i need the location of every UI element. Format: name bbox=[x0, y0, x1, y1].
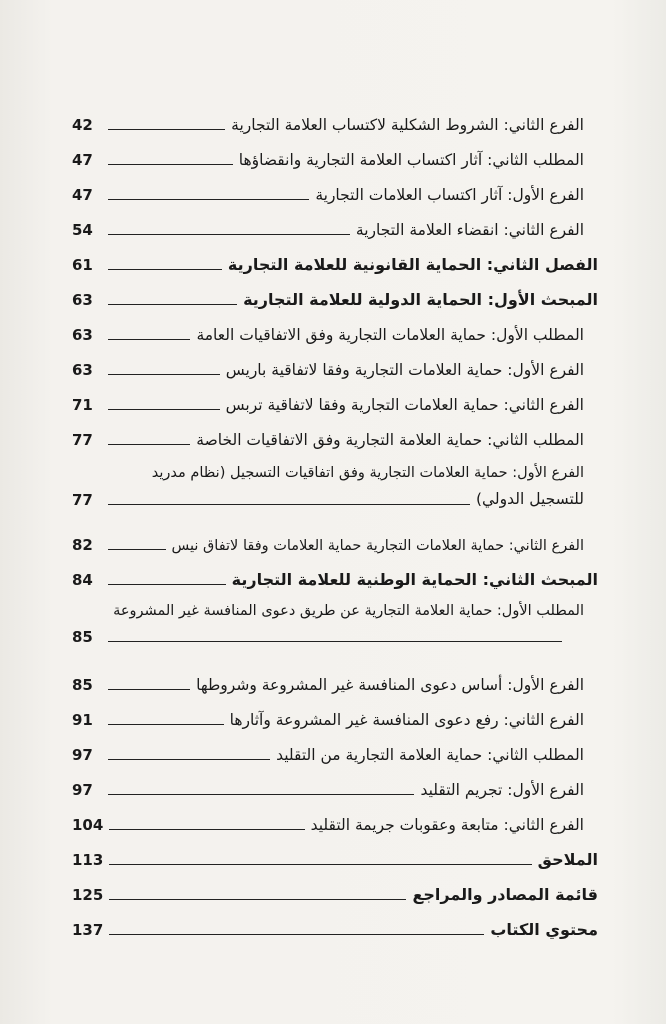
toc-leader-line bbox=[108, 641, 562, 642]
toc-entry-title: المطلب الثاني: حماية العلامة التجارية من التقليد bbox=[276, 745, 584, 764]
toc-leader-line bbox=[109, 899, 406, 900]
toc-entry-title: الملاحق bbox=[537, 850, 598, 869]
toc-entry bbox=[72, 765, 598, 800]
toc-entry bbox=[72, 695, 598, 730]
toc-entry bbox=[72, 730, 598, 765]
toc-page-number: 97 bbox=[72, 781, 93, 800]
toc-entry-title: الفرع الثاني: الشروط الشكلية لاكتساب العلامة التجارية bbox=[231, 115, 584, 134]
toc-page-number: 71 bbox=[72, 396, 93, 415]
toc-leader-line bbox=[108, 269, 222, 270]
toc-entry-title: الفرع الثاني: حماية العلامات التجارية حماية العلامات وفقا لاتفاق نيس bbox=[171, 537, 584, 554]
toc-page-number: 77 bbox=[72, 431, 93, 450]
toc-page-number: 63 bbox=[72, 361, 93, 380]
toc-entry-title: المبحث الثاني: الحماية الوطنية للعلامة التجارية bbox=[231, 570, 598, 589]
toc-leader-line bbox=[108, 234, 350, 235]
toc-leader-line bbox=[108, 724, 224, 725]
toc-entry bbox=[72, 870, 598, 905]
toc-page-number: 77 bbox=[72, 490, 93, 509]
toc-entry bbox=[72, 800, 598, 835]
toc-leader-line bbox=[109, 864, 531, 865]
toc-leader-line bbox=[108, 794, 414, 795]
toc-page-number: 91 bbox=[72, 711, 93, 730]
toc-entry-title: محتوي الكتاب bbox=[490, 920, 598, 939]
toc-entry bbox=[72, 520, 598, 555]
toc-entry bbox=[72, 450, 598, 520]
toc-entry-title: الفرع الأول: حماية العلامات التجارية وفق اتفاقيات التسجيل (نظام مدريد bbox=[151, 465, 584, 481]
toc-entry bbox=[72, 415, 598, 450]
toc-page-number: 47 bbox=[72, 186, 93, 205]
toc-leader-line bbox=[109, 829, 304, 830]
toc-entry-title: الفرع الأول: حماية العلامات التجارية وفقا لاتفاقية باريس bbox=[225, 360, 584, 379]
toc-page-number: 47 bbox=[72, 151, 93, 170]
toc-entry bbox=[72, 205, 598, 240]
toc-leader-line bbox=[108, 129, 225, 130]
toc-entry-continuation bbox=[72, 628, 584, 647]
toc-leader-line bbox=[108, 339, 190, 340]
toc-leader-line bbox=[108, 199, 309, 200]
toc-entry bbox=[72, 100, 598, 135]
toc-page-number: 113 bbox=[72, 851, 104, 870]
toc-leader-line bbox=[108, 164, 233, 165]
toc-entry bbox=[72, 310, 598, 345]
toc-leader-line bbox=[108, 304, 237, 305]
toc-entry-title: الفرع الثاني: حماية العلامات التجارية وفقا لاتفاقية تربس bbox=[225, 395, 584, 414]
toc-leader-line bbox=[108, 584, 226, 585]
toc-entry-title: الفرع الثاني: رفع دعوى المنافسة غير المشروعة وآثارها bbox=[229, 710, 584, 729]
toc-entry-title: الفرع الثاني: متابعة وعقوبات جريمة التقليد bbox=[310, 815, 584, 834]
toc-entry-title: الفرع الأول: تجريم التقليد bbox=[420, 780, 584, 799]
toc-entry-title: الفرع الثاني: انقضاء العلامة التجارية bbox=[355, 220, 584, 239]
toc-entry bbox=[72, 345, 598, 380]
toc-entry-title: المبحث الأول: الحماية الدولية للعلامة التجارية bbox=[243, 290, 598, 309]
toc-entry-title: المطلب الثاني: آثار اكتساب العلامة التجارية وانقضاؤها bbox=[238, 150, 584, 169]
toc-leader-line bbox=[108, 444, 190, 445]
toc-entry bbox=[72, 380, 598, 415]
toc-page-number: 54 bbox=[72, 221, 93, 240]
toc-page-number: 104 bbox=[72, 816, 104, 835]
toc-page-number: 137 bbox=[72, 921, 104, 940]
toc-leader-line bbox=[108, 689, 190, 690]
toc-entry-title-continued: للتسجيل الدولي) bbox=[475, 490, 584, 509]
toc-page-number: 97 bbox=[72, 746, 93, 765]
toc-page-number: 63 bbox=[72, 326, 93, 345]
toc-page-number: 84 bbox=[72, 571, 93, 590]
toc-entry bbox=[72, 135, 598, 170]
toc-entry-title: الفرع الأول: آثار اكتساب العلامات التجارية bbox=[315, 185, 584, 204]
toc-entry-title: المطلب الأول: حماية العلامات التجارية وفق الاتفاقيات العامة bbox=[196, 325, 584, 344]
toc-leader-line bbox=[108, 504, 470, 505]
toc-entry-title: المطلب الأول: حماية العلامة التجارية عن طريق دعوى المنافسة غير المشروعة bbox=[113, 603, 584, 619]
toc-leader-line bbox=[108, 549, 166, 550]
toc-entry-title: قائمة المصادر والمراجع bbox=[412, 885, 598, 904]
toc-leader-line bbox=[109, 934, 484, 935]
toc-entry-continuation bbox=[72, 490, 584, 509]
toc-page-number: 125 bbox=[72, 886, 104, 905]
toc-entry-title: المطلب الثاني: حماية العلامة التجارية وفق الاتفاقيات الخاصة bbox=[196, 430, 584, 449]
toc-entry bbox=[72, 555, 598, 590]
toc-entry bbox=[72, 275, 598, 310]
toc-entry bbox=[72, 590, 598, 660]
toc-page-number: 82 bbox=[72, 536, 93, 555]
toc-entry bbox=[72, 835, 598, 870]
toc-entry bbox=[72, 905, 598, 940]
toc-entry-title: الفرع الأول: أساس دعوى المنافسة غير المشروعة وشروطها bbox=[196, 675, 584, 694]
toc-leader-line bbox=[108, 759, 270, 760]
toc-entry bbox=[72, 170, 598, 205]
toc-entry bbox=[72, 660, 598, 695]
toc-page-number: 85 bbox=[72, 676, 93, 695]
toc-page-number: 42 bbox=[72, 116, 93, 135]
toc-entry bbox=[72, 240, 598, 275]
toc-page-number: 61 bbox=[72, 256, 93, 275]
toc-leader-line bbox=[108, 374, 220, 375]
toc-entry-title: الفصل الثاني: الحماية القانونية للعلامة التجارية bbox=[227, 255, 598, 274]
toc-page-number: 85 bbox=[72, 628, 93, 647]
toc-page-number: 63 bbox=[72, 291, 93, 310]
table-of-contents bbox=[72, 100, 598, 940]
toc-leader-line bbox=[108, 409, 220, 410]
